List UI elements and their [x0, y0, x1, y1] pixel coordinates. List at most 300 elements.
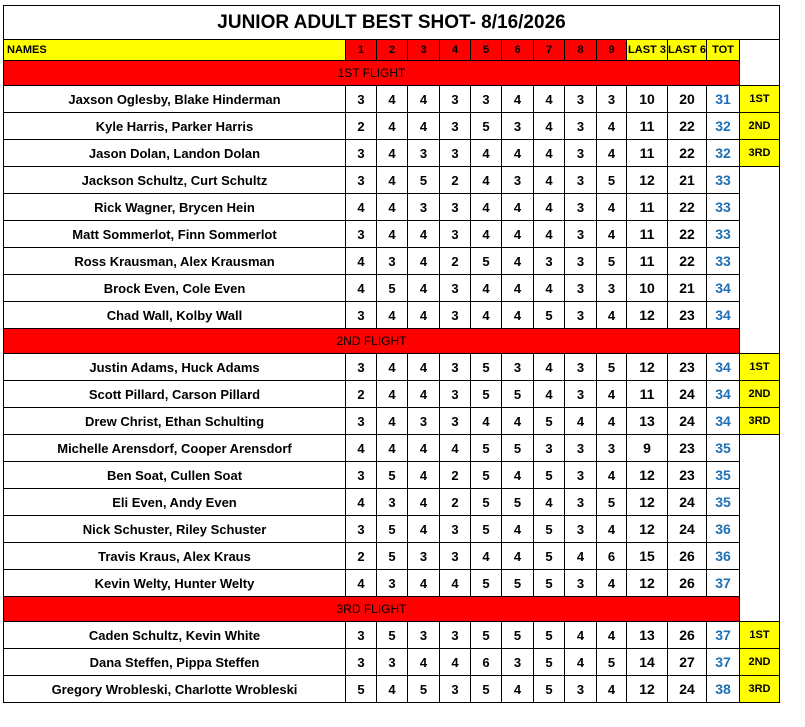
last3-score: 13 [627, 408, 668, 435]
total-score: 34 [707, 408, 740, 435]
hole-score: 4 [534, 140, 565, 167]
hole-score: 4 [597, 221, 627, 248]
hole-score: 6 [471, 649, 502, 676]
hole-score: 4 [471, 194, 502, 221]
team-row [4, 462, 780, 489]
total-score: 36 [707, 516, 740, 543]
hole-score: 4 [408, 275, 440, 302]
last6-score: 20 [668, 86, 707, 113]
hole-header: 2 [377, 40, 408, 61]
hole-score: 4 [597, 194, 627, 221]
hole-score: 2 [346, 543, 377, 570]
hole-score: 3 [565, 489, 597, 516]
hole-score: 5 [346, 676, 377, 703]
hole-score: 4 [597, 570, 627, 597]
hole-score: 4 [565, 649, 597, 676]
hole-score: 3 [346, 86, 377, 113]
hole-score: 3 [565, 381, 597, 408]
hole-score: 5 [534, 408, 565, 435]
hole-score: 4 [377, 86, 408, 113]
total-score: 32 [707, 113, 740, 140]
team-row [4, 302, 780, 329]
total-score: 35 [707, 435, 740, 462]
last3-score: 12 [627, 462, 668, 489]
hole-score: 4 [471, 543, 502, 570]
hole-score: 4 [408, 489, 440, 516]
team-name: Michelle Arensdorf, Cooper Arensdorf [4, 435, 346, 462]
hole-score: 4 [440, 435, 471, 462]
place-badge: 1ST [740, 86, 780, 113]
hole-score: 5 [502, 381, 534, 408]
total-score: 37 [707, 570, 740, 597]
place-header-blank [740, 40, 780, 61]
hole-score: 3 [440, 676, 471, 703]
last6-score: 21 [668, 167, 707, 194]
hole-score: 5 [502, 570, 534, 597]
hole-score: 3 [408, 543, 440, 570]
hole-score: 3 [565, 570, 597, 597]
team-name: Jackson Schultz, Curt Schultz [4, 167, 346, 194]
place-blank [740, 489, 780, 516]
hole-score: 3 [440, 194, 471, 221]
team-row [4, 622, 780, 649]
team-name: Kyle Harris, Parker Harris [4, 113, 346, 140]
hole-score: 4 [408, 248, 440, 275]
hole-score: 4 [471, 221, 502, 248]
hole-score: 3 [377, 489, 408, 516]
hole-score: 5 [471, 462, 502, 489]
flight-place-blank [740, 61, 780, 86]
team-row [4, 113, 780, 140]
last3-score: 12 [627, 676, 668, 703]
last6-score: 26 [668, 570, 707, 597]
team-row [4, 489, 780, 516]
hole-score: 4 [377, 408, 408, 435]
hole-score: 4 [346, 275, 377, 302]
hole-score: 4 [377, 435, 408, 462]
hole-score: 3 [346, 462, 377, 489]
total-score: 32 [707, 140, 740, 167]
hole-score: 3 [565, 462, 597, 489]
hole-score: 3 [534, 248, 565, 275]
place-badge: 2ND [740, 649, 780, 676]
hole-score: 4 [346, 570, 377, 597]
hole-score: 4 [597, 302, 627, 329]
hole-score: 4 [377, 113, 408, 140]
team-row [4, 354, 780, 381]
hole-score: 5 [471, 381, 502, 408]
total-score: 38 [707, 676, 740, 703]
place-badge: 2ND [740, 381, 780, 408]
place-badge: 3RD [740, 676, 780, 703]
hole-score: 4 [534, 167, 565, 194]
total-score: 36 [707, 543, 740, 570]
place-blank [740, 543, 780, 570]
hole-score: 3 [440, 381, 471, 408]
hole-score: 3 [440, 516, 471, 543]
team-row [4, 194, 780, 221]
last3-score: 11 [627, 140, 668, 167]
hole-score: 4 [408, 302, 440, 329]
hole-score: 2 [346, 113, 377, 140]
hole-score: 3 [565, 113, 597, 140]
hole-score: 3 [408, 408, 440, 435]
team-row [4, 275, 780, 302]
hole-score: 4 [471, 408, 502, 435]
hole-score: 3 [440, 354, 471, 381]
last6-score: 27 [668, 649, 707, 676]
last3-score: 12 [627, 570, 668, 597]
hole-score: 5 [471, 570, 502, 597]
hole-score: 4 [377, 302, 408, 329]
last3-score: 12 [627, 516, 668, 543]
hole-score: 4 [534, 194, 565, 221]
hole-header: 8 [565, 40, 597, 61]
last6-score: 24 [668, 408, 707, 435]
flight-label: 1ST FLIGHT [4, 61, 740, 86]
hole-score: 5 [471, 489, 502, 516]
hole-score: 5 [597, 489, 627, 516]
last6-score: 23 [668, 354, 707, 381]
hole-score: 3 [346, 221, 377, 248]
last3-score: 12 [627, 354, 668, 381]
hole-score: 4 [597, 140, 627, 167]
hole-score: 3 [597, 86, 627, 113]
hole-header: 7 [534, 40, 565, 61]
total-score: 33 [707, 248, 740, 275]
team-name: Kevin Welty, Hunter Welty [4, 570, 346, 597]
team-name: Scott Pillard, Carson Pillard [4, 381, 346, 408]
team-row [4, 516, 780, 543]
place-blank [740, 302, 780, 329]
flight-label: 2ND FLIGHT [4, 329, 740, 354]
last3-score: 12 [627, 167, 668, 194]
total-score: 34 [707, 354, 740, 381]
last6-score: 24 [668, 489, 707, 516]
team-name: Caden Schultz, Kevin White [4, 622, 346, 649]
last6-score: 23 [668, 462, 707, 489]
last6-score: 24 [668, 381, 707, 408]
last6-score: 22 [668, 140, 707, 167]
hole-score: 3 [440, 86, 471, 113]
team-name: Ben Soat, Cullen Soat [4, 462, 346, 489]
hole-score: 4 [408, 435, 440, 462]
hole-score: 3 [440, 221, 471, 248]
last6-score: 26 [668, 543, 707, 570]
hole-score: 5 [377, 543, 408, 570]
hole-header: 1 [346, 40, 377, 61]
total-score: 33 [707, 167, 740, 194]
hole-score: 3 [440, 140, 471, 167]
hole-score: 3 [565, 676, 597, 703]
hole-score: 3 [565, 194, 597, 221]
team-row [4, 543, 780, 570]
hole-score: 4 [377, 194, 408, 221]
place-blank [740, 194, 780, 221]
place-badge: 1ST [740, 354, 780, 381]
hole-header: 9 [597, 40, 627, 61]
team-row [4, 86, 780, 113]
hole-score: 2 [440, 248, 471, 275]
hole-score: 3 [502, 113, 534, 140]
hole-score: 4 [502, 676, 534, 703]
flight-header-row [4, 329, 780, 354]
total-score: 35 [707, 489, 740, 516]
team-name: Drew Christ, Ethan Schulting [4, 408, 346, 435]
team-name: Travis Kraus, Alex Kraus [4, 543, 346, 570]
hole-score: 5 [534, 570, 565, 597]
hole-score: 3 [502, 354, 534, 381]
hole-score: 5 [471, 354, 502, 381]
team-row [4, 570, 780, 597]
last3-score: 11 [627, 113, 668, 140]
hole-score: 3 [565, 167, 597, 194]
place-badge: 1ST [740, 622, 780, 649]
hole-score: 4 [408, 113, 440, 140]
hole-score: 4 [408, 462, 440, 489]
place-blank [740, 435, 780, 462]
total-score: 34 [707, 381, 740, 408]
hole-score: 3 [440, 302, 471, 329]
hole-score: 4 [597, 408, 627, 435]
last6-score: 23 [668, 435, 707, 462]
place-badge: 3RD [740, 408, 780, 435]
hole-score: 3 [440, 408, 471, 435]
team-name: Eli Even, Andy Even [4, 489, 346, 516]
hole-score: 4 [502, 302, 534, 329]
hole-header: 5 [471, 40, 502, 61]
hole-score: 3 [377, 570, 408, 597]
hole-score: 4 [502, 543, 534, 570]
hole-score: 4 [471, 302, 502, 329]
hole-score: 4 [534, 275, 565, 302]
team-name: Ross Krausman, Alex Krausman [4, 248, 346, 275]
hole-score: 4 [408, 570, 440, 597]
hole-score: 4 [502, 221, 534, 248]
team-row [4, 435, 780, 462]
team-row [4, 676, 780, 703]
last3-score: 13 [627, 622, 668, 649]
hole-score: 4 [534, 221, 565, 248]
hole-score: 4 [502, 462, 534, 489]
hole-score: 2 [440, 489, 471, 516]
hole-score: 4 [502, 194, 534, 221]
last3-score: 11 [627, 381, 668, 408]
hole-score: 5 [377, 462, 408, 489]
last6-score: 22 [668, 248, 707, 275]
team-name: Rick Wagner, Brycen Hein [4, 194, 346, 221]
hole-score: 4 [440, 570, 471, 597]
names-header: NAMES [4, 40, 346, 61]
hole-score: 4 [597, 381, 627, 408]
hole-score: 6 [597, 543, 627, 570]
team-name: Dana Steffen, Pippa Steffen [4, 649, 346, 676]
hole-score: 4 [471, 275, 502, 302]
last3-score: 11 [627, 221, 668, 248]
hole-score: 4 [377, 221, 408, 248]
hole-score: 4 [502, 248, 534, 275]
total-score: 33 [707, 194, 740, 221]
hole-score: 3 [565, 516, 597, 543]
hole-score: 4 [597, 516, 627, 543]
hole-score: 3 [565, 302, 597, 329]
hole-score: 4 [534, 113, 565, 140]
team-name: Gregory Wrobleski, Charlotte Wrobleski [4, 676, 346, 703]
hole-score: 5 [534, 302, 565, 329]
last6-score: 22 [668, 221, 707, 248]
hole-score: 5 [471, 248, 502, 275]
hole-score: 3 [565, 435, 597, 462]
hole-score: 3 [408, 622, 440, 649]
hole-score: 3 [408, 194, 440, 221]
hole-score: 4 [377, 140, 408, 167]
hole-score: 5 [502, 489, 534, 516]
hole-score: 3 [502, 167, 534, 194]
hole-score: 3 [346, 408, 377, 435]
hole-score: 4 [408, 516, 440, 543]
hole-score: 5 [534, 462, 565, 489]
hole-score: 5 [471, 113, 502, 140]
hole-header: 6 [502, 40, 534, 61]
hole-score: 3 [440, 113, 471, 140]
hole-score: 5 [471, 622, 502, 649]
place-blank [740, 167, 780, 194]
team-row [4, 167, 780, 194]
hole-score: 4 [502, 86, 534, 113]
flight-place-blank [740, 329, 780, 354]
hole-score: 3 [565, 140, 597, 167]
hole-score: 2 [440, 462, 471, 489]
hole-score: 5 [534, 649, 565, 676]
hole-header: 3 [408, 40, 440, 61]
place-blank [740, 221, 780, 248]
hole-score: 4 [408, 221, 440, 248]
hole-score: 4 [597, 462, 627, 489]
hole-score: 4 [534, 86, 565, 113]
hole-score: 5 [502, 435, 534, 462]
last3-score: 10 [627, 86, 668, 113]
total-score: 31 [707, 86, 740, 113]
hole-score: 4 [471, 167, 502, 194]
hole-score: 4 [502, 275, 534, 302]
hole-score: 3 [346, 140, 377, 167]
hole-score: 4 [565, 408, 597, 435]
hole-score: 4 [534, 489, 565, 516]
place-blank [740, 516, 780, 543]
hole-score: 5 [471, 516, 502, 543]
hole-score: 5 [471, 435, 502, 462]
total-score: 37 [707, 622, 740, 649]
place-badge: 2ND [740, 113, 780, 140]
last6-score: 21 [668, 275, 707, 302]
hole-score: 5 [534, 622, 565, 649]
hole-score: 3 [565, 221, 597, 248]
hole-score: 4 [440, 649, 471, 676]
place-blank [740, 570, 780, 597]
hole-score: 5 [597, 649, 627, 676]
hole-score: 4 [597, 676, 627, 703]
hole-score: 4 [471, 140, 502, 167]
page-title: JUNIOR ADULT BEST SHOT- 8/16/2026 [4, 6, 780, 40]
total-score: 34 [707, 302, 740, 329]
hole-score: 3 [534, 435, 565, 462]
hole-score: 4 [502, 408, 534, 435]
hole-score: 5 [502, 622, 534, 649]
hole-score: 3 [408, 140, 440, 167]
flight-place-blank [740, 597, 780, 622]
hole-score: 3 [346, 516, 377, 543]
hole-score: 2 [346, 381, 377, 408]
hole-score: 4 [502, 140, 534, 167]
team-row [4, 649, 780, 676]
hole-score: 4 [346, 489, 377, 516]
hole-score: 5 [408, 167, 440, 194]
hole-score: 4 [408, 649, 440, 676]
hole-score: 3 [502, 649, 534, 676]
hole-score: 4 [377, 354, 408, 381]
last6-score: 24 [668, 676, 707, 703]
hole-score: 5 [377, 275, 408, 302]
hole-score: 5 [377, 516, 408, 543]
last3-score: 9 [627, 435, 668, 462]
total-score: 37 [707, 649, 740, 676]
hole-score: 3 [565, 248, 597, 275]
hole-score: 5 [377, 622, 408, 649]
hole-score: 4 [377, 676, 408, 703]
last3-score: 10 [627, 275, 668, 302]
last3-score: 12 [627, 489, 668, 516]
team-row [4, 140, 780, 167]
total-header: TOT [707, 40, 740, 61]
last3-header: LAST 3 [627, 40, 668, 61]
hole-score: 5 [471, 676, 502, 703]
hole-score: 3 [377, 248, 408, 275]
hole-score: 2 [440, 167, 471, 194]
team-name: Matt Sommerlot, Finn Sommerlot [4, 221, 346, 248]
last6-score: 22 [668, 194, 707, 221]
hole-score: 3 [346, 302, 377, 329]
last3-score: 12 [627, 302, 668, 329]
place-blank [740, 462, 780, 489]
hole-score: 5 [534, 543, 565, 570]
hole-score: 4 [565, 622, 597, 649]
hole-score: 4 [534, 354, 565, 381]
hole-score: 3 [565, 275, 597, 302]
team-name: Jaxson Oglesby, Blake Hinderman [4, 86, 346, 113]
hole-score: 4 [597, 622, 627, 649]
flight-label: 3RD FLIGHT [4, 597, 740, 622]
hole-score: 5 [597, 354, 627, 381]
last3-score: 14 [627, 649, 668, 676]
total-score: 34 [707, 275, 740, 302]
team-name: Nick Schuster, Riley Schuster [4, 516, 346, 543]
last6-score: 24 [668, 516, 707, 543]
hole-score: 5 [597, 167, 627, 194]
team-name: Jason Dolan, Landon Dolan [4, 140, 346, 167]
header-row [4, 40, 780, 61]
hole-score: 4 [408, 354, 440, 381]
hole-score: 4 [502, 516, 534, 543]
hole-score: 5 [408, 676, 440, 703]
hole-score: 3 [565, 354, 597, 381]
hole-score: 4 [408, 86, 440, 113]
hole-score: 3 [346, 622, 377, 649]
hole-score: 4 [534, 381, 565, 408]
hole-score: 4 [346, 435, 377, 462]
hole-score: 3 [565, 86, 597, 113]
last6-score: 26 [668, 622, 707, 649]
hole-score: 5 [534, 676, 565, 703]
